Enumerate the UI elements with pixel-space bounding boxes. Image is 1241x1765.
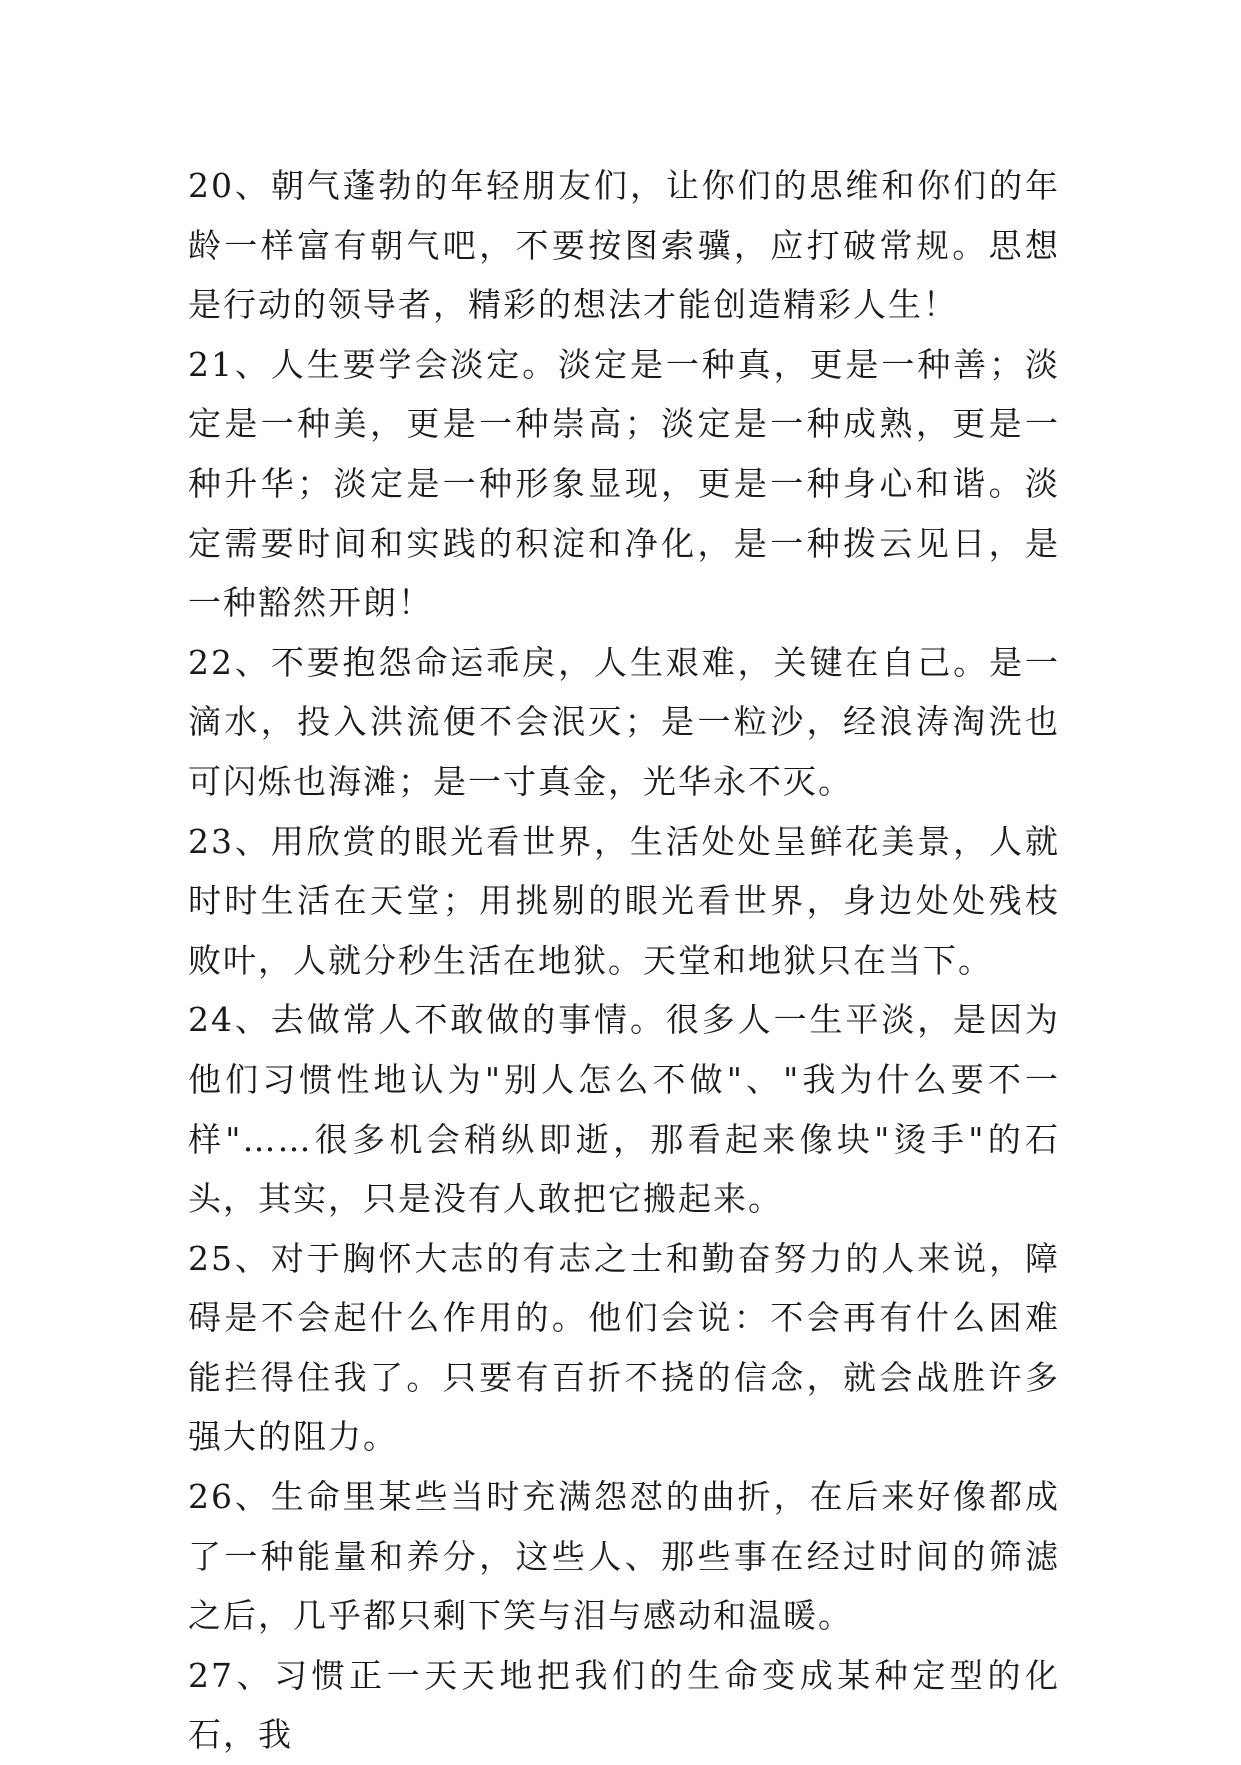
- paragraph-25: 25、对于胸怀大志的有志之士和勤奋努力的人来说，障碍是不会起什么作用的。他们会说：不会再有什么困难能拦得住我了。只要有百折不挠的信念，就会战胜许多强大的阻力。: [188, 1238, 1060, 1457]
- paragraph-20: 20、朝气蓬勃的年轻朋友们，让你们的思维和你们的年龄一样富有朝气吧，不要按图索骥，应打破常规。思想是行动的领导者，精彩的想法才能创造精彩人生！: [188, 166, 1060, 325]
- paragraph-24: 24、去做常人不敢做的事情。很多人一生平淡，是因为他们习惯性地认为"别人怎么不做"、"我为什么要不一样"……很多机会稍纵即逝，那看起来像块"烫手"的石头，其实，只是没有人敢把它搬起来。: [188, 1000, 1060, 1219]
- document-body: [188, 156, 1060, 1765]
- paragraph-26: 26、生命里某些当时充满怨怼的曲折，在后来好像都成了一种能量和养分，这些人、那些事在经过时间的筛滤之后，几乎都只剩下笑与泪与感动和温暖。: [188, 1477, 1060, 1636]
- paragraph-21: 21、人生要学会淡定。淡定是一种真，更是一种善；淡定是一种美，更是一种崇高；淡定是一种成熟，更是一种升华；淡定是一种形象显现，更是一种身心和谐。淡定需要时间和实践的积淀和净化，是一种拨云见日，是一种豁然开朗！: [188, 344, 1060, 623]
- paragraph-22: 22、不要抱怨命运乖戾，人生艰难，关键在自己。是一滴水，投入洪流便不会泯灭；是一粒沙，经浪涛淘洗也可闪烁也海滩；是一寸真金，光华永不灭。: [188, 642, 1060, 801]
- paragraph-23: 23、用欣赏的眼光看世界，生活处处呈鲜花美景，人就时时生活在天堂；用挑剔的眼光看世界，身边处处残枝败叶，人就分秒生活在地狱。天堂和地狱只在当下。: [188, 821, 1060, 980]
- paragraph-27: 27、习惯正一天天地把我们的生命变成某种定型的化石，我: [188, 1655, 1060, 1755]
